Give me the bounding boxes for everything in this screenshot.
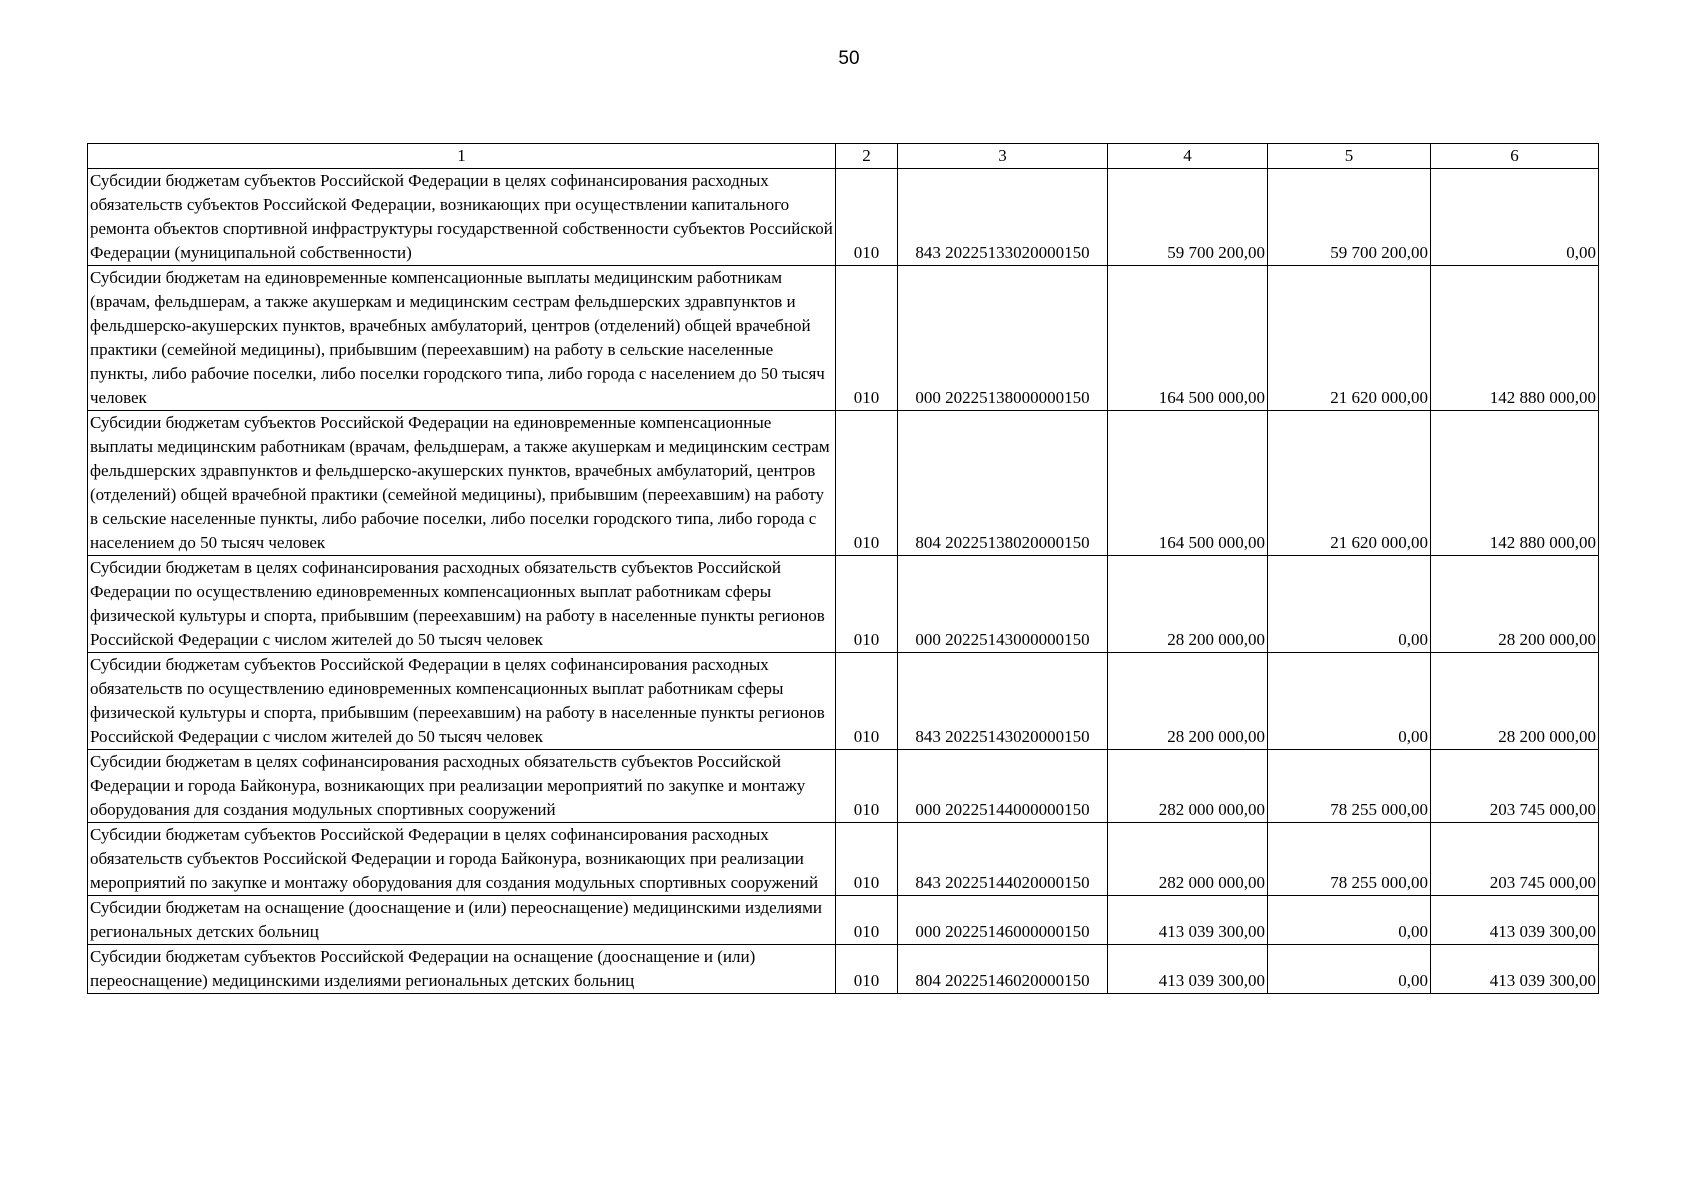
row-amount-col6: 142 880 000,00 bbox=[1431, 266, 1599, 411]
row-amount-col4: 164 500 000,00 bbox=[1108, 411, 1268, 556]
row-code: 010 bbox=[836, 750, 898, 823]
row-code: 010 bbox=[836, 169, 898, 266]
row-kbk: 804 20225138020000150 bbox=[898, 411, 1108, 556]
row-description: Субсидии бюджетам на единовременные компенсационные выплаты медицинским работникам (врачам, фельдшерам, а также акушеркам и медицинским сестрам фельдшерских здравпунктов и фельдшерско-акушерских пунктов, врачебных амбулаторий, центров (отделений) общей врачебной практики (семейной медицины), прибывшим (переехавшим) на работу в сельские населенные пункты, либо рабочие поселки, либо поселки городского типа, либо города с населением до 50 тысяч человек bbox=[88, 266, 836, 411]
row-code: 010 bbox=[836, 556, 898, 653]
row-description: Субсидии бюджетам субъектов Российской Федерации в целях софинансирования расходных обязательств по осуществлению единовременных компенсационных выплат работникам сферы физической культуры и спорта, прибывшим (переехавшим) на работу в населенные пункты регионов Российской Федерации с числом жителей до 50 тысяч человек bbox=[88, 653, 836, 750]
row-amount-col4: 413 039 300,00 bbox=[1108, 945, 1268, 994]
row-amount-col6: 142 880 000,00 bbox=[1431, 411, 1599, 556]
row-description: Субсидии бюджетам субъектов Российской Федерации в целях софинансирования расходных обязательств субъектов Российской Федерации и города Байконура, возникающих при реализации мероприятий по закупке и монтажу оборудования для создания модульных спортивных сооружений bbox=[88, 823, 836, 896]
column-header: 4 bbox=[1108, 144, 1268, 169]
row-amount-col4: 59 700 200,00 bbox=[1108, 169, 1268, 266]
table-row bbox=[88, 945, 1599, 994]
row-amount-col6: 203 745 000,00 bbox=[1431, 750, 1599, 823]
row-amount-col4: 282 000 000,00 bbox=[1108, 750, 1268, 823]
row-amount-col5: 59 700 200,00 bbox=[1268, 169, 1431, 266]
row-kbk: 843 20225143020000150 bbox=[898, 653, 1108, 750]
row-kbk: 843 20225144020000150 bbox=[898, 823, 1108, 896]
header-row bbox=[88, 144, 1599, 169]
row-amount-col5: 0,00 bbox=[1268, 556, 1431, 653]
row-amount-col4: 28 200 000,00 bbox=[1108, 653, 1268, 750]
table-body bbox=[88, 169, 1599, 994]
row-code: 010 bbox=[836, 945, 898, 994]
row-amount-col4: 282 000 000,00 bbox=[1108, 823, 1268, 896]
column-header: 5 bbox=[1268, 144, 1431, 169]
column-header: 2 bbox=[836, 144, 898, 169]
row-kbk: 804 20225146020000150 bbox=[898, 945, 1108, 994]
row-code: 010 bbox=[836, 266, 898, 411]
row-amount-col6: 28 200 000,00 bbox=[1431, 556, 1599, 653]
row-kbk: 000 20225146000000150 bbox=[898, 896, 1108, 945]
table-row bbox=[88, 411, 1599, 556]
page-number: 50 bbox=[838, 48, 860, 69]
row-kbk: 000 20225143000000150 bbox=[898, 556, 1108, 653]
table-row bbox=[88, 750, 1599, 823]
row-amount-col6: 413 039 300,00 bbox=[1431, 896, 1599, 945]
row-description: Субсидии бюджетам субъектов Российской Федерации в целях софинансирования расходных обязательств субъектов Российской Федерации, возникающих при осуществлении капитального ремонта объектов спортивной инфраструктуры государственной собственности субъектов Российской Федерации (муниципальной собственности) bbox=[88, 169, 836, 266]
budget-table bbox=[87, 143, 1599, 994]
table-row bbox=[88, 556, 1599, 653]
row-amount-col5: 21 620 000,00 bbox=[1268, 266, 1431, 411]
table-row bbox=[88, 896, 1599, 945]
row-amount-col5: 0,00 bbox=[1268, 896, 1431, 945]
row-description: Субсидии бюджетам в целях софинансирования расходных обязательств субъектов Российской Федерации и города Байконура, возникающих при реализации мероприятий по закупке и монтажу оборудования для создания модульных спортивных сооружений bbox=[88, 750, 836, 823]
column-header: 3 bbox=[898, 144, 1108, 169]
row-amount-col4: 28 200 000,00 bbox=[1108, 556, 1268, 653]
row-amount-col5: 78 255 000,00 bbox=[1268, 750, 1431, 823]
row-amount-col4: 164 500 000,00 bbox=[1108, 266, 1268, 411]
row-amount-col5: 21 620 000,00 bbox=[1268, 411, 1431, 556]
row-amount-col5: 0,00 bbox=[1268, 653, 1431, 750]
row-amount-col4: 413 039 300,00 bbox=[1108, 896, 1268, 945]
row-amount-col6: 413 039 300,00 bbox=[1431, 945, 1599, 994]
table-row bbox=[88, 169, 1599, 266]
row-code: 010 bbox=[836, 653, 898, 750]
row-amount-col6: 0,00 bbox=[1431, 169, 1599, 266]
row-kbk: 000 20225144000000150 bbox=[898, 750, 1108, 823]
column-header: 6 bbox=[1431, 144, 1599, 169]
row-code: 010 bbox=[836, 411, 898, 556]
row-description: Субсидии бюджетам в целях софинансирования расходных обязательств субъектов Российской Федерации по осуществлению единовременных компенсационных выплат работникам сферы физической культуры и спорта, прибывшим (переехавшим) на работу в населенные пункты регионов Российской Федерации с числом жителей до 50 тысяч человек bbox=[88, 556, 836, 653]
row-description: Субсидии бюджетам на оснащение (дооснащение и (или) переоснащение) медицинскими изделиями региональных детских больниц bbox=[88, 896, 836, 945]
row-description: Субсидии бюджетам субъектов Российской Федерации на единовременные компенсационные выплаты медицинским работникам (врачам, фельдшерам, а также акушеркам и медицинским сестрам фельдшерских здравпунктов и фельдшерско-акушерских пунктов, врачебных амбулаторий, центров (отделений) общей врачебной практики (семейной медицины), прибывшим (переехавшим) на работу в сельские населенные пункты, либо рабочие поселки, либо поселки городского типа, либо города с населением до 50 тысяч человек bbox=[88, 411, 836, 556]
column-header: 1 bbox=[88, 144, 836, 169]
row-amount-col5: 0,00 bbox=[1268, 945, 1431, 994]
table-row bbox=[88, 266, 1599, 411]
table-row bbox=[88, 653, 1599, 750]
row-kbk: 843 20225133020000150 bbox=[898, 169, 1108, 266]
row-code: 010 bbox=[836, 896, 898, 945]
row-kbk: 000 20225138000000150 bbox=[898, 266, 1108, 411]
table-header bbox=[88, 144, 1599, 169]
row-description: Субсидии бюджетам субъектов Российской Федерации на оснащение (дооснащение и (или) переоснащение) медицинскими изделиями региональных детских больниц bbox=[88, 945, 836, 994]
row-amount-col6: 28 200 000,00 bbox=[1431, 653, 1599, 750]
row-amount-col6: 203 745 000,00 bbox=[1431, 823, 1599, 896]
row-code: 010 bbox=[836, 823, 898, 896]
table-row bbox=[88, 823, 1599, 896]
row-amount-col5: 78 255 000,00 bbox=[1268, 823, 1431, 896]
